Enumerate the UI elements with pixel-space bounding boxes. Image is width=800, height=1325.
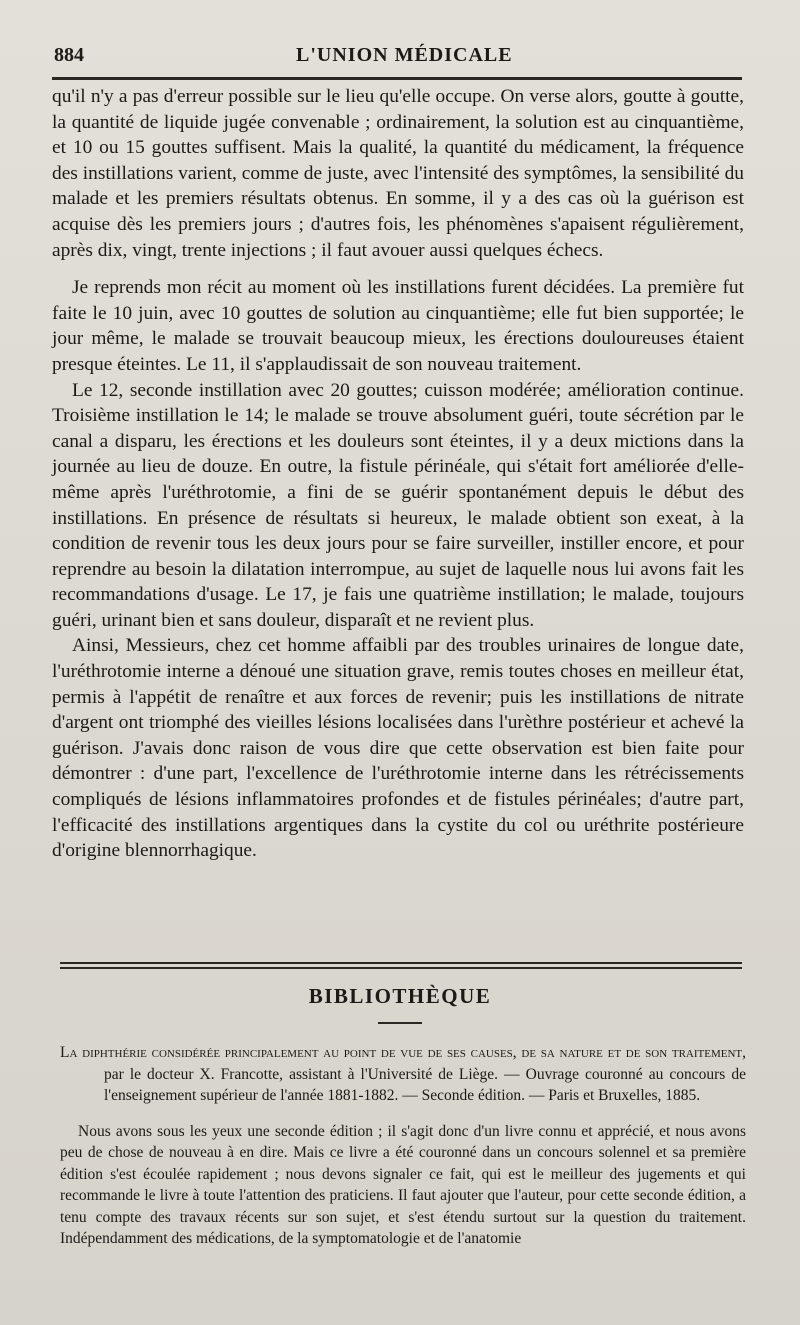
title-underline: [378, 1022, 422, 1024]
page-header: [0, 30, 800, 70]
article-body: [52, 84, 744, 864]
section-divider: [60, 967, 742, 969]
page-number: 884: [54, 44, 84, 66]
running-title: L'UNION MÉDICALE: [296, 44, 513, 66]
book-review: [60, 1042, 746, 1250]
paragraph: Ainsi, Messieurs, chez cet homme affaibli par des troubles urinaires de longue date, l'uréthrotomie interne a dénoué une situation grave, remis toutes choses en meilleur état, permis à l'appétit de renaître et aux forces de revenir; puis les instillations de nitrate d'argent ont triomphé des vieilles lésions localisées dans l'urèthre postérieur et achevé la guérison. J'avais donc raison de vous dire que cette observation est bien faite pour démontrer : d'une part, l'excellence de l'uréthrotomie interne dans les rétrécissements compliqués de lésions inflammatoires profondes et de fistules périnéales; d'autre part, l'efficacité des instillations argentiques dans la cystite du col ou uréthrite postérieure d'origine blennorrhagique.: [52, 635, 744, 862]
citation-title: La diphthérie considérée principalement au point de vue de ses causes, de sa nature et de son traitement,: [60, 1044, 746, 1061]
paragraph: Je reprends mon récit au moment où les instillations furent décidées. La première fut faite le 10 juin, avec 10 gouttes de solution au cinquantième; elle fut bien supportée; le jour même, le malade se trouvait beaucoup mieux, les érections douloureuses étaient presque éteintes. Le 11, il s'applaudissait de son nouveau traitement.: [52, 277, 744, 375]
review-body: Nous avons sous les yeux une seconde édition ; il s'agit donc d'un livre connu et apprécié, et nous avons peu de chose de nouveau à en dire. Mais ce livre a été couronné dans un concours solennel et sa première édition s'est écoulée rapidement ; nous devons signaler ce fait, qui est le meilleur des jugements et qui recommande le livre à toute l'attention des praticiens. Il faut ajouter que l'auteur, pour cette seconde édition, a tenu compte des travaux récents sur son sujet, et s'est étendu surtout sur la question du traitement. Indépendamment des médications, de la symptomatologie et de l'anatomie: [60, 1122, 746, 1247]
paragraph: qu'il n'y a pas d'erreur possible sur le lieu qu'elle occupe. On verse alors, goutte à goutte, la quantité de liquide jugée convenable ; ordinairement, la solution est au cinquantième, et 10 ou 15 gouttes suffisent. Mais la qualité, la quantité du médicament, la fréquence des instillations varient, comme de juste, avec l'intensité des symptômes, la sensibilité du malade et les premiers résultats obtenus. En somme, il y a des cas où la guérison est acquise dès les premiers jours ; d'autres fois, les phénomènes s'apaisent régulièrement, après dix, vingt, trente injections ; il faut avouer aussi quelques échecs.: [52, 86, 744, 261]
paragraph: Le 12, seconde instillation avec 20 gouttes; cuisson modérée; amélioration continue. Troisième instillation le 14; le malade se trouve absolument guéri, toute sécrétion par le canal a disparu, les érections et les douleurs sont éteintes, il y a deux mictions dans la journée au lieu de douze. En outre, la fistule périnéale, qui s'était fort améliorée d'elle-même après l'uréthrotomie, a fini de se guérir spontanément depuis le début des instillations. En présence de résultats si heureux, le malade obtient son exeat, à la condition de revenir tous les deux jours pour se faire surveiller, instiller encore, et pour reprendre au besoin la dilatation interrompue, au sujet de laquelle nous lui avons fait les recommandations d'usage. Le 17, je fais une quatrième instillation; le malade, toujours guéri, urinant bien et sans douleur, disparaît et ne revient plus.: [52, 379, 744, 631]
section-divider: [60, 962, 742, 964]
citation-details: par le docteur X. Francotte, assistant à l'Université de Liège. — Ouvrage couronné au concours de l'enseignement supérieur de l'année 1881-1882. — Seconde édition. — Paris et Bruxelles, 1885.: [104, 1065, 746, 1104]
review-citation: [60, 1042, 746, 1107]
section-title: BIBLIOTHÈQUE: [308, 984, 492, 1008]
header-rule: [52, 77, 742, 80]
